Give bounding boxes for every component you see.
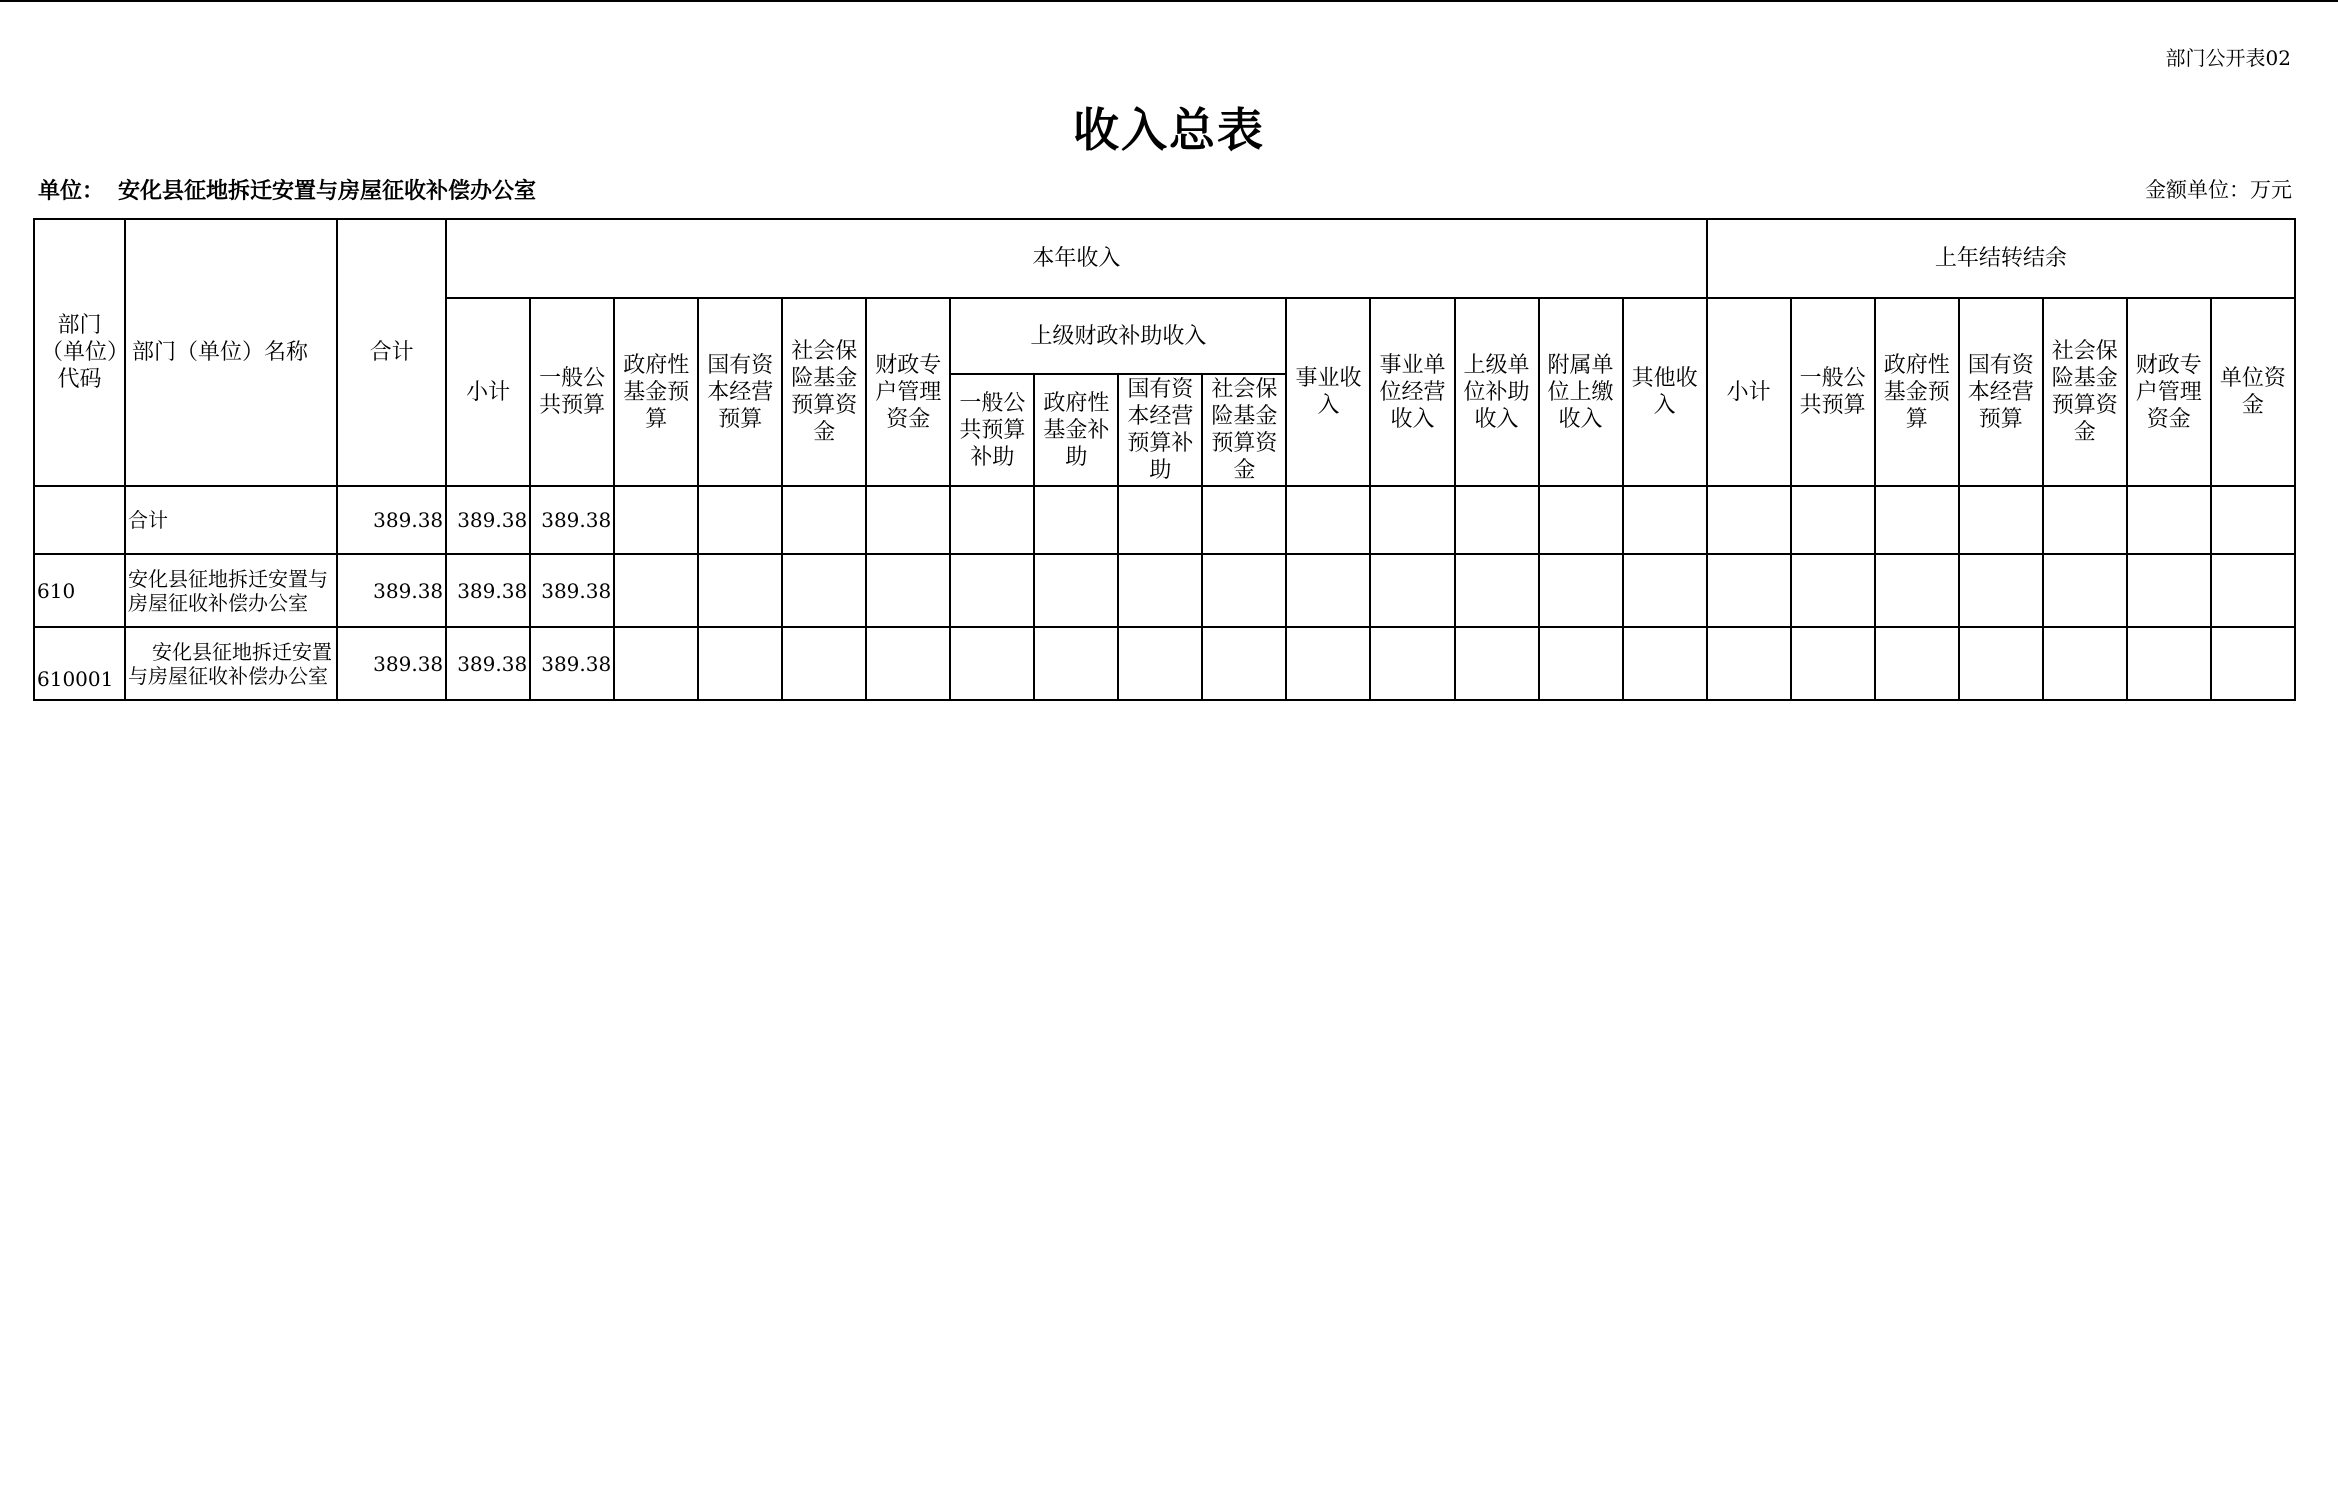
empty-cell	[1791, 486, 1875, 554]
row-general-budget: 389.38	[530, 486, 614, 554]
empty-cell	[1623, 486, 1707, 554]
unit-name: 安化县征地拆迁安置与房屋征收补偿办公室	[118, 178, 537, 204]
header-fiscal-special-account: 财政专户管理资金	[866, 298, 950, 486]
empty-cell	[950, 486, 1034, 554]
table-row	[34, 554, 2295, 627]
header-other-income: 其他收入	[1623, 298, 1707, 486]
empty-cell	[1034, 627, 1118, 700]
header-sub-state-capital: 国有资本经营预算补助	[1118, 374, 1202, 486]
empty-cell	[1875, 627, 1959, 700]
form-code: 部门公开表02	[2165, 46, 2291, 70]
empty-cell	[1959, 486, 2043, 554]
unit-label: 单位：	[38, 178, 105, 204]
page-title: 收入总表	[1073, 103, 1265, 157]
empty-cell	[866, 554, 950, 627]
empty-cell	[698, 627, 782, 700]
row-code: 610001	[34, 627, 125, 700]
page-top-border	[0, 0, 2338, 2]
row-subtotal: 389.38	[446, 554, 530, 627]
header-superior-unit-subsidy: 上级单位补助收入	[1455, 298, 1539, 486]
empty-cell	[866, 486, 950, 554]
row-total: 389.38	[337, 627, 446, 700]
empty-cell	[2043, 554, 2127, 627]
header-prior-unit-funds: 单位资金	[2211, 298, 2295, 486]
empty-cell	[950, 554, 1034, 627]
empty-cell	[1959, 554, 2043, 627]
header-sub-gov-fund: 政府性基金补助	[1034, 374, 1118, 486]
header-current-year: 本年收入	[446, 219, 1707, 298]
empty-cell	[1455, 486, 1539, 554]
empty-cell	[1959, 627, 2043, 700]
empty-cell	[1875, 486, 1959, 554]
header-prior-year: 上年结转结余	[1707, 219, 2295, 298]
empty-cell	[2211, 486, 2295, 554]
empty-cell	[614, 627, 698, 700]
empty-cell	[1707, 554, 1791, 627]
empty-cell	[614, 486, 698, 554]
empty-cell	[698, 486, 782, 554]
empty-cell	[1202, 627, 1286, 700]
header-prior-social-security: 社会保险基金预算资金	[2043, 298, 2127, 486]
empty-cell	[698, 554, 782, 627]
empty-cell	[1791, 554, 1875, 627]
header-general-budget: 一般公共预算	[530, 298, 614, 486]
header-row-1	[34, 219, 2295, 298]
empty-cell	[1034, 554, 1118, 627]
empty-cell	[1286, 627, 1370, 700]
header-business-income: 事业收入	[1286, 298, 1370, 486]
header-gov-fund-budget: 政府性基金预算	[614, 298, 698, 486]
empty-cell	[2211, 627, 2295, 700]
header-sub-social-security: 社会保险基金预算资金	[1202, 374, 1286, 486]
empty-cell	[1118, 486, 1202, 554]
empty-cell	[782, 554, 866, 627]
empty-cell	[1455, 554, 1539, 627]
header-state-capital-budget: 国有资本经营预算	[698, 298, 782, 486]
empty-cell	[1707, 627, 1791, 700]
row-name: 安化县征地拆迁安置与房屋征收补偿办公室	[125, 554, 337, 627]
empty-cell	[1202, 554, 1286, 627]
empty-cell	[1623, 627, 1707, 700]
row-code	[34, 486, 125, 554]
header-prior-subtotal: 小计	[1707, 298, 1791, 486]
income-summary-table	[33, 218, 2296, 701]
empty-cell	[1202, 486, 1286, 554]
header-total: 合计	[337, 219, 446, 486]
row-subtotal: 389.38	[446, 627, 530, 700]
empty-cell	[1791, 627, 1875, 700]
empty-cell	[1623, 554, 1707, 627]
empty-cell	[950, 627, 1034, 700]
empty-cell	[1539, 554, 1623, 627]
unit-line	[38, 174, 536, 205]
empty-cell	[1118, 627, 1202, 700]
header-social-security-fund: 社会保险基金预算资金	[782, 298, 866, 486]
row-name: 安化县征地拆迁安置与房屋征收补偿办公室	[125, 627, 337, 700]
empty-cell	[1034, 486, 1118, 554]
row-code: 610	[34, 554, 125, 627]
empty-cell	[1286, 554, 1370, 627]
empty-cell	[614, 554, 698, 627]
empty-cell	[2127, 627, 2211, 700]
empty-cell	[1370, 554, 1454, 627]
row-subtotal: 389.38	[446, 486, 530, 554]
empty-cell	[2127, 554, 2211, 627]
empty-cell	[1370, 486, 1454, 554]
row-general-budget: 389.38	[530, 627, 614, 700]
empty-cell	[782, 486, 866, 554]
empty-cell	[1539, 486, 1623, 554]
table-row	[34, 627, 2295, 700]
empty-cell	[2043, 486, 2127, 554]
header-superior-subsidy: 上级财政补助收入	[950, 298, 1286, 374]
table-row	[34, 486, 2295, 554]
header-operating-income: 事业单位经营收入	[1370, 298, 1454, 486]
row-total: 389.38	[337, 554, 446, 627]
empty-cell	[1370, 627, 1454, 700]
header-affiliated-payment: 附属单位上缴收入	[1539, 298, 1623, 486]
empty-cell	[1118, 554, 1202, 627]
empty-cell	[866, 627, 950, 700]
header-subtotal: 小计	[446, 298, 530, 486]
empty-cell	[1455, 627, 1539, 700]
header-prior-gov-fund: 政府性基金预算	[1875, 298, 1959, 486]
header-dept-code: 部门（单位）代码	[34, 219, 125, 486]
empty-cell	[782, 627, 866, 700]
empty-cell	[1539, 627, 1623, 700]
header-prior-general-budget: 一般公共预算	[1791, 298, 1875, 486]
empty-cell	[2127, 486, 2211, 554]
row-name: 合计	[125, 486, 337, 554]
row-general-budget: 389.38	[530, 554, 614, 627]
header-prior-fiscal-special: 财政专户管理资金	[2127, 298, 2211, 486]
empty-cell	[2043, 627, 2127, 700]
row-total: 389.38	[337, 486, 446, 554]
header-sub-general-budget: 一般公共预算补助	[950, 374, 1034, 486]
empty-cell	[1875, 554, 1959, 627]
amount-unit: 金额单位：万元	[2145, 178, 2292, 202]
empty-cell	[2211, 554, 2295, 627]
header-dept-name: 部门（单位）名称	[125, 219, 337, 486]
header-prior-state-capital: 国有资本经营预算	[1959, 298, 2043, 486]
empty-cell	[1286, 486, 1370, 554]
empty-cell	[1707, 486, 1791, 554]
